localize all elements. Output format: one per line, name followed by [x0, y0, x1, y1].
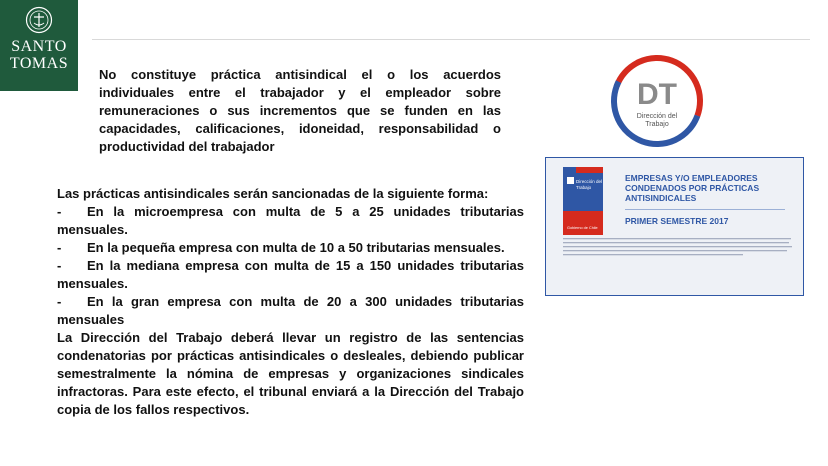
paragraph-top: No constituye práctica antisindical el o los acuerdos individuales entre el trabajador y el empleador sobre remuneraciones o sus incrementos que se funden en las capacidades, calificaciones, idoneidad, responsabilidad o productividad del trabajador: [99, 67, 501, 154]
dt-letters: DT: [637, 78, 677, 111]
sanction-item-text: En la gran empresa con multa de 20 a 300 unidades tributarias mensuales: [57, 294, 524, 327]
fine-print-lines: [563, 238, 793, 262]
small-logo-line-1: Dirección del: [576, 179, 603, 184]
sanctions-closing: La Dirección del Trabajo deberá llevar un registro de las sentencias condenatorias por prácticas antisindicales o desleales, debiendo publicar semestralmente la nómina de empresas y organizaciones sindicales infractoras. Para este efecto, el tribunal enviará a la Dirección del Trabajo copia de los fallos respectivos.: [57, 330, 524, 417]
header-divider: [92, 39, 810, 40]
sanction-item: - En la pequeña empresa con multa de 10 a 50 tributarias mensuales.: [57, 240, 505, 255]
sanction-item: - En la mediana empresa con multa de 15 a 150 unidades tributarias mensuales.: [57, 258, 524, 291]
sanction-item: - En la gran empresa con multa de 20 a 300 unidades tributarias mensuales: [57, 294, 524, 327]
sanction-item: - En la microempresa con multa de 5 a 25 unidades tributarias mensuales.: [57, 204, 524, 237]
panel-fine-print: [563, 238, 793, 264]
sanction-item-text: En la mediana empresa con multa de 15 a 150 unidades tributarias mensuales.: [57, 258, 524, 291]
panel-divider: [625, 209, 785, 210]
santo-tomas-emblem-icon: [25, 6, 53, 34]
santo-tomas-logo: [0, 0, 78, 91]
small-logo-line-2: Trabajo: [576, 185, 592, 190]
small-logo-footer: Gobierno de Chile: [567, 226, 598, 230]
gobierno-chile-logo: [563, 167, 603, 235]
sanction-item-text: En la pequeña empresa con multa de 10 a 50 tributarias mensuales.: [87, 240, 505, 255]
logo-line-2: TOMAS: [9, 55, 69, 72]
dt-logo-line-2: Trabajo: [645, 121, 669, 128]
logo-line-1: SANTO: [11, 38, 67, 55]
sanctions-block: [57, 185, 524, 419]
panel-semester: PRIMER SEMESTRE 2017: [625, 216, 729, 226]
condemned-employers-panel: [545, 157, 804, 296]
dt-logo-line-1: Dirección del: [636, 113, 678, 120]
panel-headline: EMPRESAS Y/O EMPLEADORES CONDENADOS POR PRÁCTICAS ANTISINDICALES: [625, 173, 760, 203]
sanction-item-text: En la microempresa con multa de 5 a 25 unidades tributarias mensuales.: [57, 204, 524, 237]
direccion-del-trabajo-logo: [610, 54, 704, 148]
sanctions-intro: Las prácticas antisindicales serán sancionadas de la siguiente forma:: [57, 186, 489, 201]
logo-text: [0, 38, 78, 72]
